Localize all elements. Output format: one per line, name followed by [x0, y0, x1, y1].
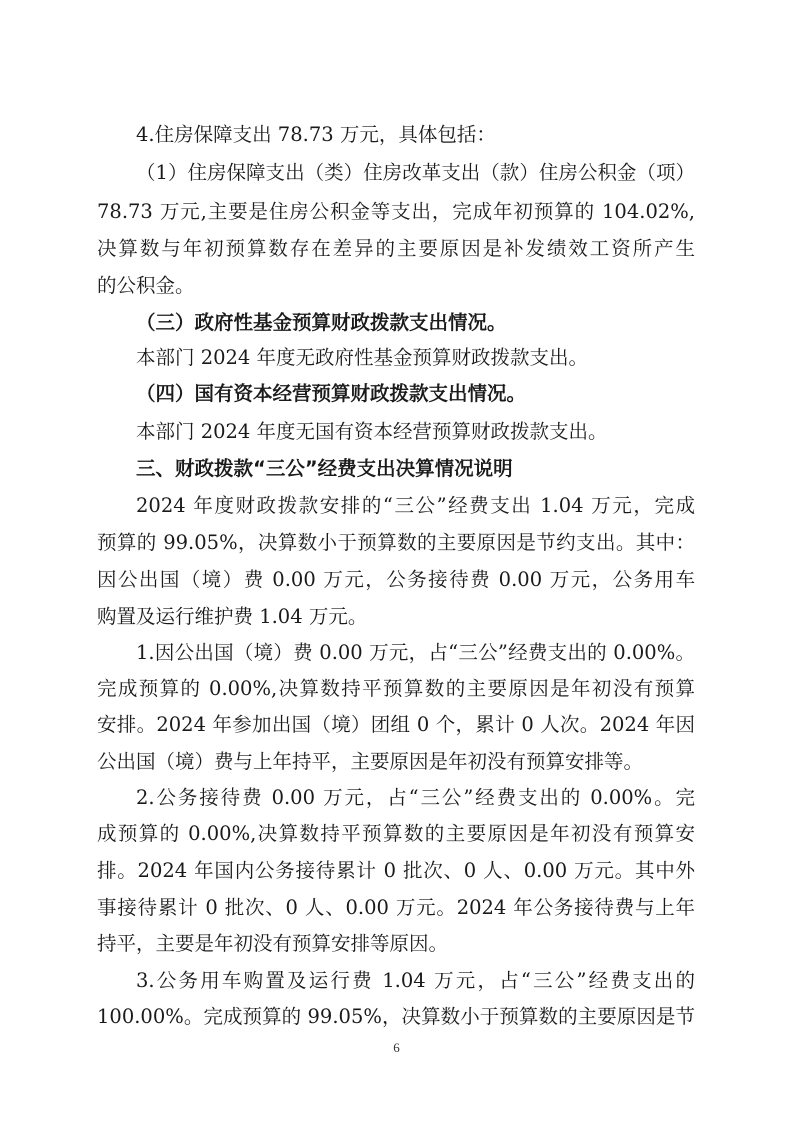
paragraph-line: 的公积金。: [97, 274, 195, 297]
page-number: 6: [393, 1040, 400, 1055]
paragraph-line: 78.73 万元,主要是住房公积金等支出，完成年初预算的 104.02%,: [97, 200, 695, 223]
paragraph-line: 购置及运行维护费 1.04 万元。: [97, 605, 368, 628]
paragraph-line: 排。2024 年国内公务接待累计 0 批次、0 人、0.00 万元。其中外: [97, 859, 695, 882]
paragraph-line: 4.住房保障支出 78.73 万元，具体包括：: [136, 123, 496, 146]
paragraph-line: 3.公务用车购置及运行费 1.04 万元，占“三公”经费支出的: [136, 969, 695, 992]
paragraph-line: 2.公务接待费 0.00 万元，占“三公”经费支出的 0.00%。完: [136, 786, 695, 809]
paragraph-line: 预算的 99.05%，决算数小于预算数的主要原因是节约支出。其中：: [97, 531, 695, 554]
paragraph-line: 安排。2024 年参加出国（境）团组 0 个，累计 0 人次。2024 年因: [97, 713, 695, 736]
paragraph-line: 完成预算的 0.00%,决算数持平预算数的主要原因是年初没有预算: [97, 677, 695, 700]
paragraph-line: 持平，主要是年初没有预算安排等原因。: [97, 932, 449, 955]
paragraph-line: 因公出国（境）费 0.00 万元，公务接待费 0.00 万元，公务用车: [97, 568, 695, 591]
paragraph-line: 事接待累计 0 批次、0 人、0.00 万元。2024 年公务接待费与上年: [97, 896, 695, 919]
paragraph-line: 成预算的 0.00%,决算数持平预算数的主要原因是年初没有预算安: [97, 822, 695, 845]
paragraph-line: 1.因公出国（境）费 0.00 万元，占“三公”经费支出的 0.00%。: [136, 641, 695, 664]
section-heading: （四）国有资本经营预算财政拨款支出情况。: [136, 382, 527, 405]
paragraph-line: （1）住房保障支出（类）住房改革支出（款）住房公积金（项）: [136, 161, 695, 184]
paragraph-line: 100.00%。完成预算的 99.05%，决算数小于预算数的主要原因是节: [97, 1005, 695, 1028]
section-heading: （三）政府性基金预算财政拨款支出情况。: [136, 311, 507, 334]
paragraph-line: 2024 年度财政拨款安排的“三公”经费支出 1.04 万元，完成: [136, 494, 695, 517]
paragraph-line: 公出国（境）费与上年持平，主要原因是年初没有预算安排等。: [97, 750, 644, 773]
paragraph-line: 本部门 2024 年度无政府性基金预算财政拨款支出。: [136, 346, 589, 369]
paragraph-line: 本部门 2024 年度无国有资本经营预算财政拨款支出。: [136, 420, 608, 443]
section-heading: 三、财政拨款“三公”经费支出决算情况说明: [136, 457, 513, 480]
paragraph-line: 决算数与年初预算数存在差异的主要原因是补发绩效工资所产生: [97, 237, 695, 260]
